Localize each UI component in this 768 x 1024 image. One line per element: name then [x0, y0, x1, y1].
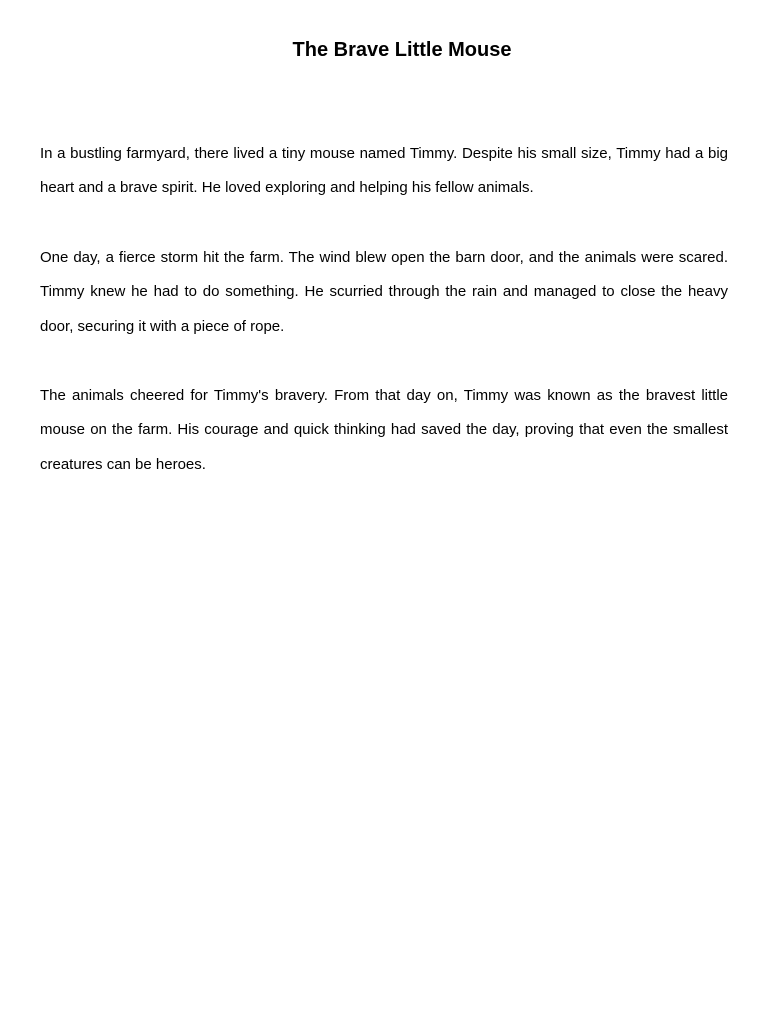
- story-body: [40, 137, 728, 517]
- story-paragraph-2: One day, a fierce storm hit the farm. The wind blew open the barn door, and the animals were scared. Timmy knew he had to do something. He scurried through the rain and managed to close the heavy door, securing it with a piece of rope.: [40, 248, 728, 335]
- story-paragraph-1: In a bustling farmyard, there lived a tiny mouse named Timmy. Despite his small size, Timmy had a big heart and a brave spirit. He loved exploring and helping his fellow animals.: [40, 145, 728, 197]
- document-title: The Brave Little Mouse: [292, 39, 512, 61]
- story-paragraph-3: The animals cheered for Timmy's bravery. From that day on, Timmy was known as the bravest little mouse on the farm. His courage and quick thinking had saved the day, proving that even the smallest creatures can be heroes.: [40, 387, 728, 473]
